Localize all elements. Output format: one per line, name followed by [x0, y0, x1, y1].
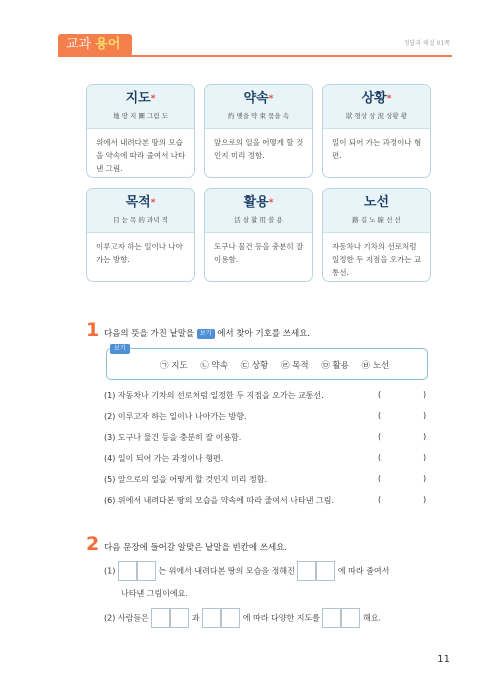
- sentence-2: [104, 608, 381, 628]
- star-mark: *: [150, 94, 156, 104]
- sentence-text: 에 따라 다양한 지도를: [242, 613, 320, 623]
- answer-paren-close: ): [423, 453, 427, 462]
- answer-blank-pair: [322, 608, 360, 628]
- answer-paren-open[interactable]: (: [378, 390, 382, 399]
- card-hanja: 地 땅 지 圖 그림 도: [113, 112, 168, 120]
- question-item: (4) 일이 되어 가는 과정이나 형편.: [104, 454, 224, 463]
- option: ㉠ 지도: [160, 361, 188, 371]
- question-item: (5) 앞으로의 일을 어떻게 할 것인지 미리 정함.: [104, 475, 268, 484]
- answer-paren-open[interactable]: (: [378, 495, 382, 504]
- answer-paren-open[interactable]: (: [378, 474, 382, 483]
- card-word: 지도: [125, 91, 151, 106]
- answer-blank[interactable]: [221, 608, 240, 628]
- card-hanja: 約 맺을 약 束 묶을 속: [227, 112, 289, 120]
- card-word: 노선: [363, 195, 390, 210]
- card-word: 상황: [361, 91, 387, 106]
- page-number: 11: [437, 654, 450, 665]
- answer-paren-open[interactable]: (: [378, 432, 382, 441]
- question-text: [104, 327, 310, 339]
- option: ㉤ 활용: [321, 361, 349, 371]
- card-word: 목적: [125, 195, 151, 210]
- answer-blank[interactable]: [297, 561, 316, 581]
- card-definition: 앞으로의 일을 어떻게 할 것인지 미리 정함.: [214, 138, 304, 160]
- question-text: 다음 문장에 들어갈 알맞은 낱말을 빈칸에 쓰세요.: [104, 543, 288, 553]
- answer-paren-close: ): [423, 432, 427, 441]
- answer-paren-close: ): [423, 495, 427, 504]
- bogi-options: [160, 359, 399, 371]
- answer-paren-close: ): [423, 411, 427, 420]
- card-hanja: 目 눈 목 的 과녁 적: [113, 216, 168, 224]
- answer-blank[interactable]: [322, 608, 341, 628]
- answer-blank-pair: [297, 561, 335, 581]
- section-tab-accent: 용어: [95, 37, 121, 52]
- question-item: (1) 자동차나 기차의 선로처럼 일정한 두 지점을 오가는 교통선.: [104, 391, 324, 400]
- vocab-card: [322, 84, 431, 178]
- section-tab: [58, 34, 132, 56]
- bogi-label: 보기: [110, 344, 130, 354]
- question-item: (3) 도구나 물건 등을 충분히 잘 이용함.: [104, 433, 242, 442]
- question-item: (2) 이루고자 하는 일이나 나아가는 방향.: [104, 412, 247, 421]
- header-divider: [58, 55, 452, 57]
- answer-blank[interactable]: [170, 608, 189, 628]
- card-word: 약속: [243, 91, 269, 106]
- answer-blank-pair: [151, 608, 189, 628]
- answer-blank[interactable]: [118, 561, 137, 581]
- vocab-card: [322, 188, 431, 282]
- answer-paren-open[interactable]: (: [378, 411, 382, 420]
- question-item: (6) 위에서 내려다본 땅의 모습을 약속에 따라 줄여서 나타낸 그림.: [104, 496, 334, 505]
- answer-blank[interactable]: [151, 608, 170, 628]
- card-definition: 일이 되어 가는 과정이나 형편.: [332, 138, 422, 160]
- answer-blank-pair: [202, 608, 240, 628]
- option: ㉡ 약속: [200, 361, 228, 371]
- answer-paren-open[interactable]: (: [378, 453, 382, 462]
- vocab-card: [204, 84, 313, 178]
- question-text-start: 다음의 뜻을 가진 낱말을: [104, 329, 197, 339]
- sentence-label: (1): [104, 566, 116, 576]
- answer-paren-close: ): [423, 390, 427, 399]
- card-hanja: 路 길 노 線 선 선: [352, 216, 401, 224]
- star-mark: *: [268, 94, 274, 104]
- question-text-end: 에서 찾아 기호를 쓰세요.: [214, 329, 311, 339]
- bogi-badge: 보기: [197, 329, 215, 339]
- card-definition: 도구나 물건 등을 충분히 잘 이용함.: [214, 242, 304, 264]
- sentence-1-cont: 나타낸 그림이에요.: [121, 589, 188, 598]
- answer-paren-close: ): [423, 474, 427, 483]
- star-mark: *: [268, 198, 274, 208]
- answer-blank[interactable]: [137, 561, 156, 581]
- question-number: 1: [86, 319, 100, 341]
- sentence-text: 해요.: [363, 613, 381, 623]
- sentence-text: 는 위에서 내려다본 땅의 모습을 정해진: [158, 566, 295, 576]
- card-word: 활용: [243, 195, 269, 210]
- sentence-text: 에 따라 줄여서: [337, 566, 390, 576]
- answer-blank[interactable]: [341, 608, 360, 628]
- card-definition: 위에서 내려다본 땅의 모습을 약속에 따라 줄여서 나타낸 그림.: [96, 138, 186, 173]
- question-number: 2: [86, 533, 100, 555]
- option: ㉣ 목적: [280, 361, 309, 371]
- star-mark: *: [150, 198, 156, 208]
- vocab-card: [86, 84, 195, 178]
- answer-blank-pair: [118, 561, 156, 581]
- section-tab-label: 교과: [66, 37, 92, 52]
- star-mark: *: [386, 94, 392, 104]
- sentence-text: (2) 사람들은: [104, 613, 149, 623]
- option: ㉢ 상황: [240, 361, 269, 371]
- answer-blank[interactable]: [316, 561, 335, 581]
- vocab-card: [204, 188, 313, 282]
- answer-reference: 정답과 해설 01쪽: [403, 40, 450, 47]
- card-definition: 이루고자 하는 일이나 나아가는 방향.: [96, 242, 183, 264]
- card-hanja: 活 살 활 用 쓸 용: [234, 216, 283, 224]
- option: ㉥ 노선: [361, 361, 390, 371]
- sentence-text: 과: [191, 613, 200, 623]
- answer-blank[interactable]: [202, 608, 221, 628]
- vocab-card: [86, 188, 195, 282]
- card-definition: 자동차나 기차의 선로처럼 일정한 두 지점을 오가는 교통선.: [332, 242, 422, 277]
- sentence-1: [104, 561, 389, 581]
- card-hanja: 狀 형상 상 況 상황 황: [345, 112, 407, 120]
